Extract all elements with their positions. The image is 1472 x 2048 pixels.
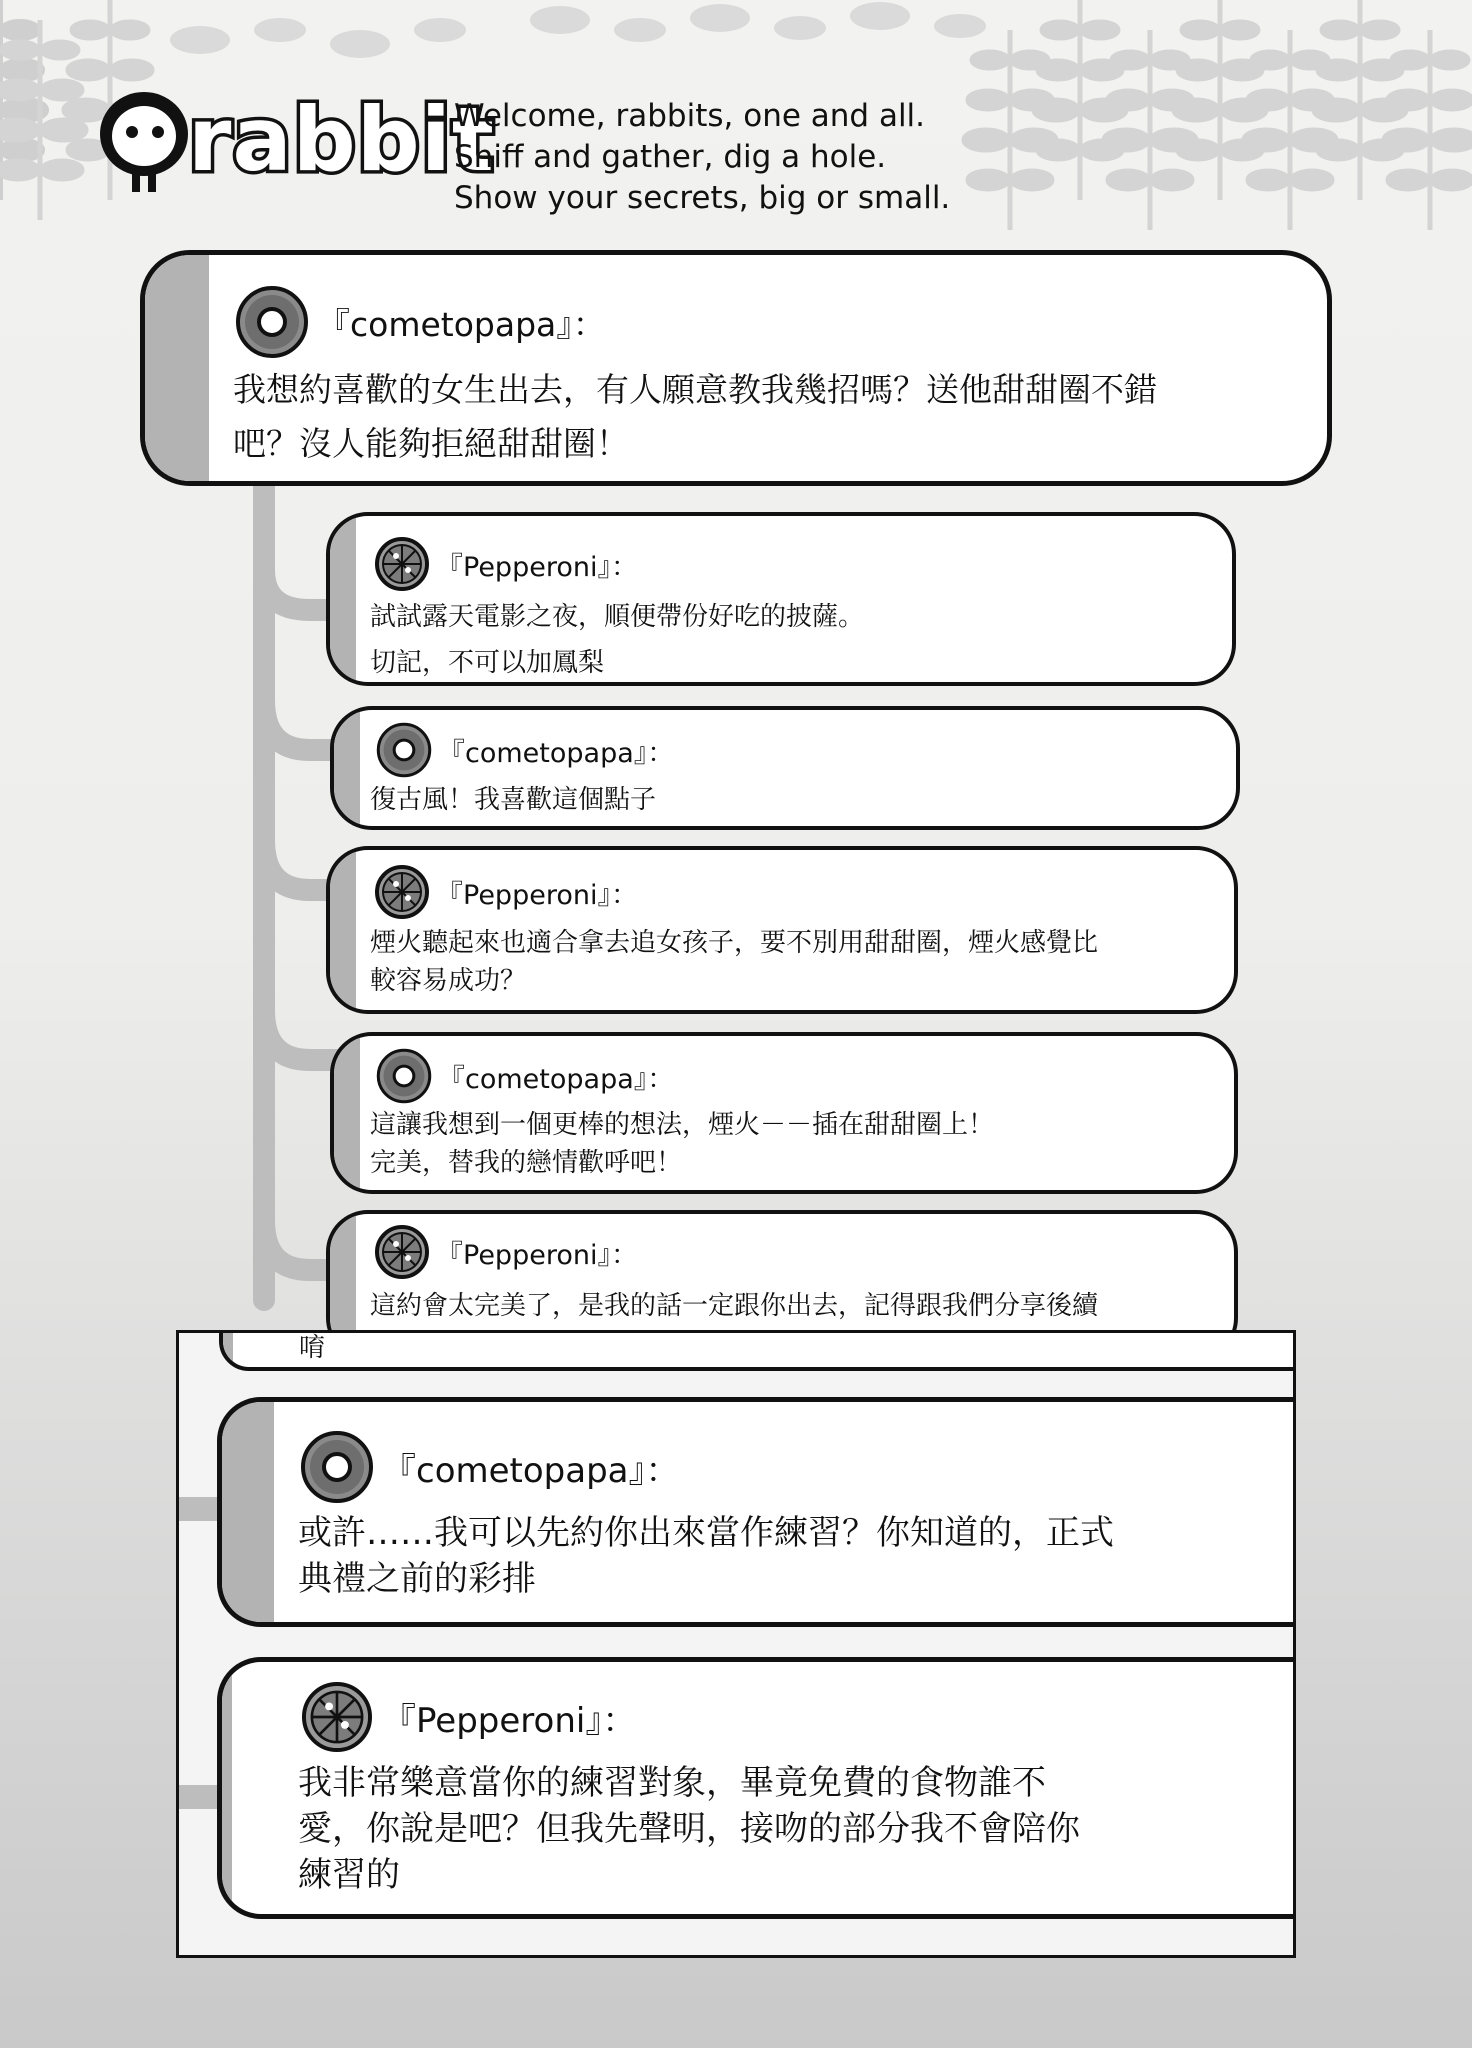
reply-post[interactable] [330,706,1240,830]
clipped-reply-tail [219,1330,1296,1371]
post-text-line: 典禮之前的彩排 [298,1559,536,1599]
post-text-line: 這讓我想到一個更棒的想法，煙火－－插在甜甜圈上！ [370,1110,995,1140]
zoom-post[interactable] [217,1657,1296,1919]
post-text-line: 完美，替我的戀情歡呼吧！ [370,1148,683,1178]
post-text-line: 切記，不可以加鳳梨 [370,648,605,678]
post-username[interactable]: 『cometopapa』： [317,304,606,344]
post-username[interactable]: 『Pepperoni』： [436,1239,638,1271]
tagline-line: Sniff and gather, dig a hole. [454,139,887,175]
pizza-avatar-icon [300,1680,374,1754]
rabbit-head-icon [96,84,196,194]
post-body [298,1760,1080,1898]
post-text-line: 唷 [299,1333,326,1363]
pizza-avatar-icon [374,536,430,592]
post-username[interactable]: 『Pepperoni』： [382,1700,637,1741]
post-username[interactable]: 『cometopapa』： [382,1450,680,1491]
post-text-line: 我想約喜歡的女生出去，有人願意教我幾招嗎？送他甜甜圈不錯 [233,370,1157,409]
post-accent-bar [222,1402,274,1622]
donut-avatar-icon [235,285,309,359]
post-text-line: 復古風！我喜歡這個點子 [370,785,657,815]
post-accent-bar [334,710,360,826]
rabbit-logo[interactable] [96,84,495,196]
zoom-panel [176,1330,1296,1958]
post-body [233,363,1157,471]
post-accent-bar [330,516,356,682]
post-body [298,1510,1114,1602]
post-username[interactable]: 『cometopapa』： [438,737,675,769]
post-text-line: 或許……我可以先約你出來當作練習？你知道的，正式 [298,1513,1114,1553]
post-body [299,1333,325,1363]
pizza-avatar-icon [374,864,430,920]
tagline [454,96,974,219]
reply-post[interactable] [330,1032,1238,1194]
post-text-line: 愛，你說是吧？但我先聲明，接吻的部分我不會陪你 [298,1809,1080,1849]
post-username[interactable]: 『Pepperoni』： [436,879,638,911]
post-body [370,1106,994,1182]
post-text-line: 較容易成功？ [370,966,527,996]
post-body [370,594,864,686]
post-text-line: 我非常樂意當你的練習對象，畢竟免費的食物誰不 [298,1763,1046,1803]
post-body [370,924,1098,1000]
post-text-line: 這約會太完美了，是我的話一定跟你出去，記得跟我們分享後續 [370,1291,1099,1321]
logo-wordmark: rabbit [188,88,495,191]
post-username[interactable]: 『Pepperoni』： [436,551,638,583]
donut-avatar-icon [376,722,432,778]
post-accent-bar [222,1662,232,1914]
post-username[interactable]: 『cometopapa』： [438,1063,675,1095]
post-text-line: 煙火聽起來也適合拿去追女孩子，要不別用甜甜圈，煙火感覺比 [370,928,1099,958]
post-accent-bar [330,850,356,1010]
tagline-line: Show your secrets, big or small. [454,180,951,216]
post-body [370,780,656,820]
zoom-post[interactable] [217,1397,1296,1627]
donut-avatar-icon [376,1048,432,1104]
post-text-line: 試試露天電影之夜，順便帶份好吃的披薩。 [370,602,865,632]
pizza-avatar-icon [374,1224,430,1280]
post-accent-bar [145,255,209,481]
reply-post[interactable] [326,512,1236,686]
donut-avatar-icon [300,1430,374,1504]
post-text-line: 吧？沒人能夠拒絕甜甜圈！ [233,424,629,463]
post-text-line: 練習的 [298,1855,400,1895]
post-accent-bar [334,1036,360,1190]
tagline-line: Welcome, rabbits, one and all. [454,98,926,134]
reply-post[interactable] [326,846,1238,1014]
main-post[interactable] [140,250,1332,486]
